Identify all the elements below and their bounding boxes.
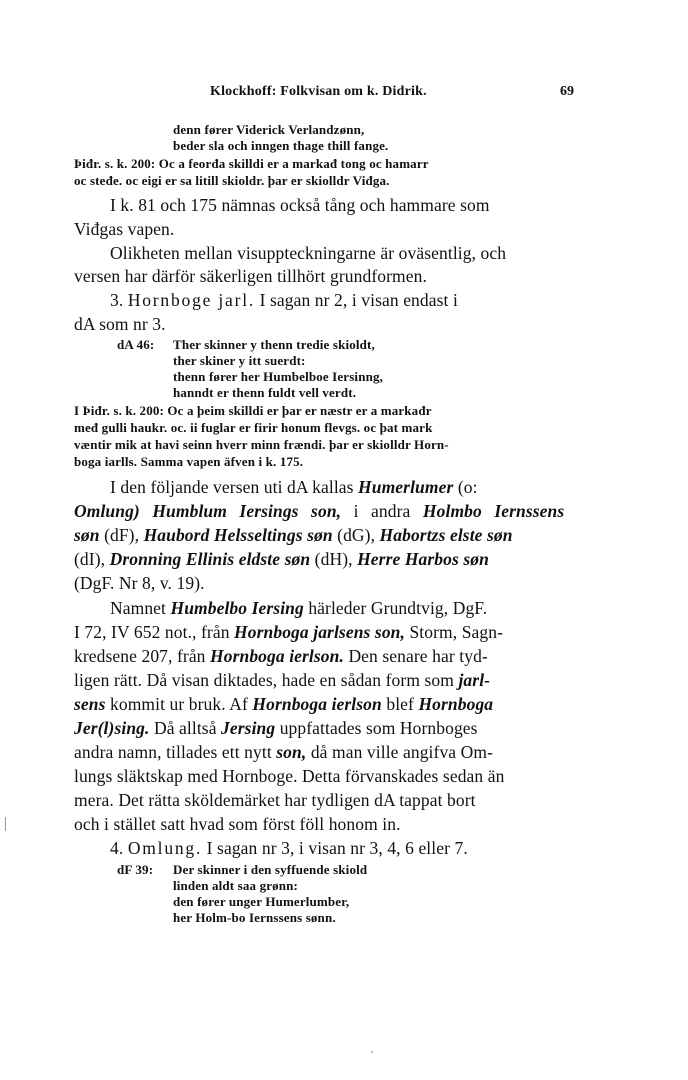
name-italic: Jersing xyxy=(221,718,276,738)
paragraph-line xyxy=(110,477,478,498)
quote-line: oc steđe. oc eigi er sa litill skioldr. þar er skiolldr Viđga. xyxy=(74,173,390,188)
name-italic: Humblum Iersings son, xyxy=(152,501,342,521)
paragraph-line xyxy=(74,501,564,522)
text-run: (o: xyxy=(453,477,478,497)
name-italic: Humerlumer xyxy=(358,477,454,497)
name-italic: Herre Harbos søn xyxy=(357,549,489,569)
paragraph-line xyxy=(74,549,489,570)
text-run: Den senare har tyd- xyxy=(343,646,488,666)
paragraph-line: Viđgas vapen. xyxy=(74,219,175,239)
page-speck xyxy=(371,1051,373,1053)
quote-line: Þiđr. s. k. 200: Oc a feorđa skilldi er a markađ tong oc hamarr xyxy=(74,156,429,171)
paragraph-line xyxy=(74,694,493,715)
name-italic: Dronning Ellinis eldste søn xyxy=(109,549,311,569)
text-run: (dF), xyxy=(99,525,144,545)
quote-line: væntir mik at havi seinn hverr minn frændi. þar er skiolldr Horn- xyxy=(74,437,449,452)
text-run: Storm, Sagn- xyxy=(404,622,504,642)
paragraph-line: dA som nr 3. xyxy=(74,314,166,334)
quote-line: her Holm-bo Iernssens sønn. xyxy=(173,910,336,925)
quote-line: hanndt er thenn fuldt vell verdt. xyxy=(173,385,357,400)
quote-line: međ gulli haukr. oc. ii fuglar er firir honum flevgs. oc þat mark xyxy=(74,420,433,435)
name-italic: søn xyxy=(74,525,100,545)
quote-line: denn fører Viderick Verlandzønn, xyxy=(173,122,365,137)
text-run: uppfattades som Hornboges xyxy=(275,718,478,738)
text-run: kommit ur bruk. Af xyxy=(105,694,253,714)
text-run: Då alltså xyxy=(149,718,222,738)
quote-line: I Þiđr. s. k. 200: Oc a þeim skilldi er þar er næstr er a markađr xyxy=(74,403,432,418)
section-title: Omlung. xyxy=(127,838,203,858)
paragraph-line: (DgF. Nr 8, v. 19). xyxy=(74,573,205,593)
text-run: (dH), xyxy=(310,549,358,569)
name-italic: Omlung) xyxy=(74,501,140,521)
paragraph-line xyxy=(74,742,493,763)
paragraph-line: och i stället satt hvad som först föll honom in. xyxy=(74,814,401,834)
text-run: I 72, IV 652 not., från xyxy=(74,622,235,642)
paragraph-line xyxy=(74,622,503,643)
paragraph-line: mera. Det rätta sköldemärket har tydligen dA tappat bort xyxy=(74,790,476,810)
section-title: Hornboge jarl. xyxy=(127,290,256,310)
name-italic: Humbelbo Iersing xyxy=(170,598,304,618)
paragraph-line xyxy=(110,598,487,619)
quote-line: ther skiner y itt suerdt: xyxy=(173,353,306,368)
quote-sigla: dA 46: xyxy=(117,337,155,352)
name-italic: Holmbo Iernssens xyxy=(422,501,565,521)
quote-line: den fører unger Humerlumber, xyxy=(173,894,350,909)
name-italic: Jer(l)sing. xyxy=(74,718,150,738)
section-number: 3. xyxy=(110,290,124,310)
page-header xyxy=(0,84,688,106)
quote-line: Der skinner i den syffuende skiold xyxy=(173,862,368,877)
name-italic: son, xyxy=(276,742,307,762)
text-run: härleder Grundtvig, DgF. xyxy=(303,598,488,618)
name-italic: Hornboga ierlson xyxy=(252,694,382,714)
quote-line: Ther skinner y thenn tredie skioldt, xyxy=(173,337,375,352)
quote-line: linden aldt saa grønn: xyxy=(173,878,299,893)
running-title: Klockhoff: Folkvisan om k. Didrik. xyxy=(210,84,427,99)
paragraph-line: versen har därför säkerligen tillhört grundformen. xyxy=(74,266,427,286)
section-heading xyxy=(110,290,458,311)
name-italic: Hornboga xyxy=(418,694,494,714)
paragraph-line xyxy=(74,646,488,667)
quote-line: thenn fører her Humbelboe Iersinng, xyxy=(173,369,384,384)
paragraph-line xyxy=(74,525,513,546)
text-run: Namnet xyxy=(110,598,171,618)
name-italic: Hornboga jarlsens son, xyxy=(234,622,405,642)
text-run: blef xyxy=(381,694,419,714)
paragraph-line: I k. 81 och 175 nämnas också tång och hammare som xyxy=(110,195,490,215)
text-run: (dG), xyxy=(332,525,380,545)
text-run: då man ville angifva Om- xyxy=(306,742,494,762)
text-run: kredsene 207, från xyxy=(74,646,211,666)
paragraph-line: Olikheten mellan visuppteckningarne är oväsentlig, och xyxy=(110,243,507,263)
paragraph-line xyxy=(74,718,478,739)
text-run: (dI), xyxy=(74,549,110,569)
name-italic: Haubord Helsseltings søn xyxy=(143,525,333,545)
text-run: i andra xyxy=(353,501,411,521)
section-heading xyxy=(110,838,468,859)
paragraph-line xyxy=(74,670,490,691)
section-number: 4. xyxy=(110,838,124,858)
page-number: 69 xyxy=(560,84,574,99)
name-italic: jarl- xyxy=(458,670,491,690)
name-italic: Hornboga ierlson. xyxy=(210,646,344,666)
name-italic: sens xyxy=(74,694,106,714)
quote-line: beder sla och inngen thage thill fange. xyxy=(173,138,389,153)
text-run: I den följande versen uti dA kallas xyxy=(110,477,359,497)
margin-mark xyxy=(5,817,6,831)
section-text: I sagan nr 3, i visan nr 3, 4, 6 eller 7. xyxy=(206,838,468,858)
paragraph-line: lungs släktskap med Hornboge. Detta förvanskades sedan än xyxy=(74,766,505,786)
quote-sigla: dF 39: xyxy=(117,862,154,877)
quote-line: boga iarlls. Samma vapen äfven i k. 175. xyxy=(74,454,304,469)
text-run: ligen rätt. Då visan diktades, hade en sådan form som xyxy=(74,670,459,690)
text-run: andra namn, tillades ett nytt xyxy=(74,742,277,762)
name-italic: Habortzs elste søn xyxy=(379,525,513,545)
section-text: I sagan nr 2, i visan endast i xyxy=(259,290,458,310)
